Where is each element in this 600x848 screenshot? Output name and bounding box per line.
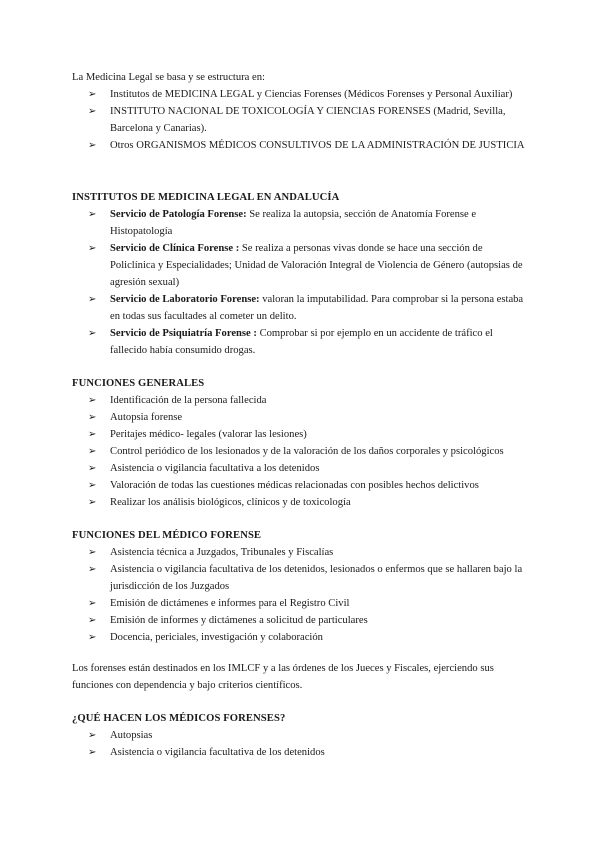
arrow-bullet-icon: ➢ [88, 429, 97, 440]
arrow-bullet-icon: ➢ [88, 730, 97, 741]
arrow-bullet-icon: ➢ [88, 480, 97, 491]
list-item: ➢ Autopsia forense [72, 409, 530, 426]
arrow-bullet-icon: ➢ [88, 243, 97, 254]
document-page [72, 69, 530, 761]
arrow-bullet-icon: ➢ [88, 294, 97, 305]
arrow-bullet-icon: ➢ [88, 412, 97, 423]
arrow-bullet-icon: ➢ [88, 564, 97, 575]
list-item: ➢ Servicio de Clínica Forense : Se realiza a personas vivas donde se hace una sección de Policlínica y Especialidades; Unidad de Valoración Integral de Violencia de Género (autopsias de agresión sexual) [72, 240, 530, 291]
funciones-medico-list [72, 544, 530, 646]
list-item: ➢ Servicio de Psiquiatría Forense : Comprobar si por ejemplo en un accidente de tráfico el fallecido había consumido drogas. [72, 325, 530, 359]
list-item: ➢ Asistencia técnica a Juzgados, Tribunales y Fiscalías [72, 544, 530, 561]
list-item: ➢ Realizar los análisis biológicos, clínicos y de toxicología [72, 494, 530, 511]
section-title-institutos: INSTITUTOS DE MEDICINA LEGAL EN ANDALUCÍA [72, 192, 340, 203]
list-item: ➢ Peritajes médico- legales (valorar las lesiones) [72, 426, 530, 443]
list-item: ➢ Emisión de informes y dictámenes a solicitud de particulares [72, 612, 530, 629]
section-title-que-hacen: ¿QUÉ HACEN LOS MÉDICOS FORENSES? [72, 713, 286, 724]
funciones-generales-list [72, 392, 530, 511]
arrow-bullet-icon: ➢ [88, 106, 97, 117]
list-item: ➢ Asistencia o vigilancia facultativa a los detenidos [72, 460, 530, 477]
list-item: ➢ Institutos de MEDICINA LEGAL y Ciencias Forenses (Médicos Forenses y Personal Auxiliar) [72, 86, 530, 103]
intro-paragraph: La Medicina Legal se basa y se estructura en: [72, 72, 265, 83]
arrow-bullet-icon: ➢ [88, 497, 97, 508]
institutos-list [72, 206, 530, 359]
section-title-funciones-generales: FUNCIONES GENERALES [72, 378, 205, 389]
section-title-funciones-medico: FUNCIONES DEL MÉDICO FORENSE [72, 530, 262, 541]
list-item: ➢ Control periódico de los lesionados y de la valoración de los daños corporales y psicológicos [72, 443, 530, 460]
arrow-bullet-icon: ➢ [88, 598, 97, 609]
list-item: ➢ Emisión de dictámenes e informes para el Registro Civil [72, 595, 530, 612]
list-item: ➢ Otros ORGANISMOS MÉDICOS CONSULTIVOS DE LA ADMINISTRACIÓN DE JUSTICIA [72, 137, 530, 154]
arrow-bullet-icon: ➢ [88, 615, 97, 626]
list-item: ➢ Asistencia o vigilancia facultativa de los detenidos, lesionados o enfermos que se hallaren bajo la jurisdicción de los Juzgados [72, 561, 530, 595]
arrow-bullet-icon: ➢ [88, 747, 97, 758]
arrow-bullet-icon: ➢ [88, 140, 97, 151]
arrow-bullet-icon: ➢ [88, 209, 97, 220]
list-item: ➢ INSTITUTO NACIONAL DE TOXICOLOGÍA Y CIENCIAS FORENSES (Madrid, Sevilla, Barcelona y Canarias). [72, 103, 530, 137]
que-hacen-list [72, 727, 530, 761]
list-item: ➢ Servicio de Patología Forense: Se realiza la autopsia, sección de Anatomía Forense e Histopatología [72, 206, 530, 240]
list-item: ➢ Identificación de la persona fallecida [72, 392, 530, 409]
arrow-bullet-icon: ➢ [88, 446, 97, 457]
list-item: ➢ Autopsias [72, 727, 530, 744]
list-item: ➢ Docencia, periciales, investigación y colaboración [72, 629, 530, 646]
arrow-bullet-icon: ➢ [88, 328, 97, 339]
forenses-paragraph: Los forenses están destinados en los IMLCF y a las órdenes de los Jueces y Fiscales, ejerciendo sus funciones con dependencia y bajo criterios científicos. [72, 663, 494, 691]
arrow-bullet-icon: ➢ [88, 89, 97, 100]
list-item: ➢ Asistencia o vigilancia facultativa de los detenidos [72, 744, 530, 761]
arrow-bullet-icon: ➢ [88, 632, 97, 643]
intro-list [72, 86, 530, 154]
arrow-bullet-icon: ➢ [88, 547, 97, 558]
list-item: ➢ Valoración de todas las cuestiones médicas relacionadas con posibles hechos delictivos [72, 477, 530, 494]
list-item: ➢ Servicio de Laboratorio Forense: valoran la imputabilidad. Para comprobar si la persona estaba en todas sus facultades al cometer un delito. [72, 291, 530, 325]
arrow-bullet-icon: ➢ [88, 463, 97, 474]
arrow-bullet-icon: ➢ [88, 395, 97, 406]
